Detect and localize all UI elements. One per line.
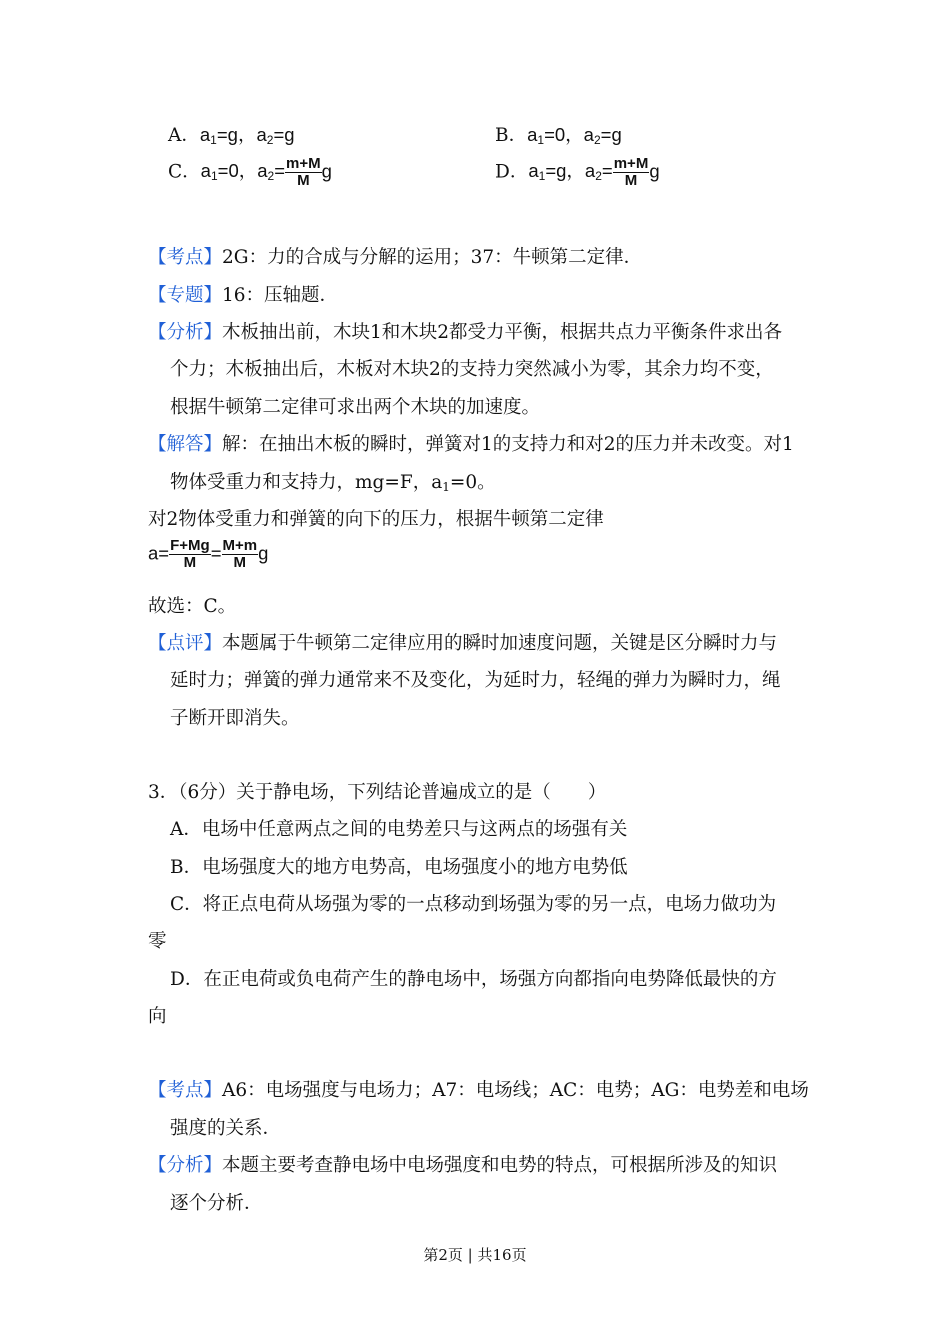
q3-fenxi: 【分析】本题主要考查静电场中电场强度和电势的特点，可根据所涉及的知识 xyxy=(148,1155,778,1176)
q2-fenxi: 【分析】木板抽出前，木块1和木块2都受力平衡，根据共点力平衡条件求出各 xyxy=(148,322,783,343)
q3-kaodian: 【考点】A6：电场强度与电场力；A7：电场线；AC：电势；AG：电势差和电场 xyxy=(148,1080,809,1101)
q2-fenxi-line3: 根据牛顿第二定律可求出两个木块的加速度。 xyxy=(170,397,541,418)
q3-option-a: A．电场中任意两点之间的电势差只与这两点的场强有关 xyxy=(170,819,628,840)
q2-option-d-fraction: $\frac{m+M}{M}$ xyxy=(613,155,649,189)
q2-fenxi-line2: 个力；木板抽出后，木板对木块2的支持力突然减小为零，其余力均不变， xyxy=(170,359,774,380)
q3-option-d: D．在正电荷或负电荷产生的静电场中，场强方向都指向电势降低最快的方 xyxy=(170,969,777,990)
q2-dianping-tag: 【点评】 xyxy=(148,633,223,654)
q2-jieda-tag: 【解答】 xyxy=(148,434,223,455)
q3-option-b: B．电场强度大的地方电势高，电场强度小的地方电势低 xyxy=(170,857,628,878)
q2-jieda-line2: 物体受重力和支持力，mg=F，$a_1=0$。 xyxy=(170,472,496,494)
q2-formula: a= $\frac{F+Mg}{M}$ = $\frac{M+m}{M}$ g xyxy=(148,537,269,571)
q2-fenxi-tag: 【分析】 xyxy=(148,322,223,343)
q3-fenxi-line2: 逐个分析． xyxy=(170,1193,263,1214)
q2-jieda-line3: 对2物体受重力和弹簧的向下的压力，根据牛顿第二定律 xyxy=(148,509,604,530)
q3-option-d-line2: 向 xyxy=(148,1006,167,1027)
q2-option-c: C．$a_1=0$，$a_2=$ $\frac{m+M}{M}$ g xyxy=(168,155,332,189)
q2-answer: 故选：C。 xyxy=(148,596,237,617)
q2-zhuanti: 【专题】16：压轴题． xyxy=(148,285,339,306)
q3-kaodian-tag: 【考点】 xyxy=(148,1080,223,1101)
q3-stem: 3．（6分）关于静电场，下列结论普遍成立的是（ ） xyxy=(148,782,607,803)
q2-kaodian: 【考点】2G：力的合成与分解的运用；37：牛顿第二定律． xyxy=(148,247,643,268)
q2-zhuanti-tag: 【专题】 xyxy=(148,285,223,306)
q3-fenxi-tag: 【分析】 xyxy=(148,1155,223,1176)
q3-option-c-line2: 零 xyxy=(148,931,167,952)
q3-kaodian-line2: 强度的关系． xyxy=(170,1118,282,1139)
q2-kaodian-tag: 【考点】 xyxy=(148,247,223,268)
formula-fraction-2: $\frac{M+m}{M}$ xyxy=(222,537,258,571)
q2-dianping: 【点评】本题属于牛顿第二定律应用的瞬时加速度问题，关键是区分瞬时力与 xyxy=(148,633,778,654)
q2-option-b: B．$a_1=0$，$a_2=g$ xyxy=(495,124,622,147)
page-footer: 第2页 | 共16页 xyxy=(423,1246,527,1264)
q2-dianping-line2: 延时力；弹簧的弹力通常来不及变化，为延时力，轻绳的弹力为瞬时力，绳 xyxy=(170,670,781,691)
q2-jieda: 【解答】解：在抽出木板的瞬时，弹簧对1的支持力和对2的压力并未改变。对1 xyxy=(148,434,794,455)
q2-dianping-line3: 子断开即消失。 xyxy=(170,708,300,729)
q2-option-c-fraction: $\frac{m+M}{M}$ xyxy=(286,155,321,189)
q3-option-c: C．将正点电荷从场强为零的一点移动到场强为零的另一点，电场力做功为 xyxy=(170,894,777,915)
q2-option-a: A．$a_1=g$，$a_2=g$ xyxy=(168,124,295,147)
q2-option-d: D．$a_1=g$，$a_2=$ $\frac{m+M}{M}$ g xyxy=(495,155,660,189)
formula-fraction-1: $\frac{F+Mg}{M}$ xyxy=(170,537,210,571)
